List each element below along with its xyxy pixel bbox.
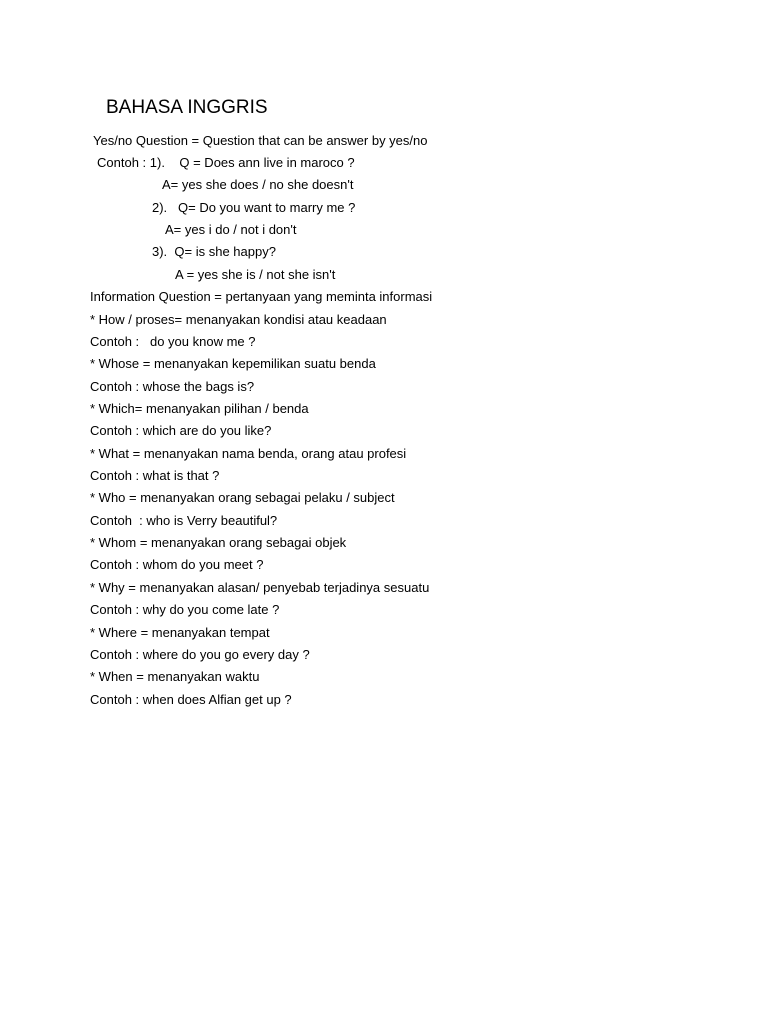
yesno-example-2-question: 2). Q= Do you want to marry me ? (152, 200, 356, 215)
where-example: Contoh : where do you go every day ? (90, 647, 310, 662)
document-title: BAHASA INGGRIS (106, 97, 268, 118)
yesno-example-3-answer: A = yes she is / not she isn't (175, 267, 336, 282)
info-question-definition: Information Question = pertanyaan yang meminta informasi (90, 289, 433, 304)
yesno-example-2-answer: A= yes i do / not i don't (165, 222, 297, 237)
whom-definition: * Whom = menanyakan orang sebagai objek (90, 535, 347, 550)
how-definition: * How / proses= menanyakan kondisi atau keadaan (90, 312, 387, 327)
what-definition: * What = menanyakan nama benda, orang atau profesi (90, 446, 407, 461)
when-definition: * When = menanyakan waktu (90, 669, 260, 684)
yesno-example-1-answer: A= yes she does / no she doesn't (162, 177, 354, 192)
why-example: Contoh : why do you come late ? (90, 602, 280, 617)
how-example: Contoh : do you know me ? (90, 334, 256, 349)
whom-example: Contoh : whom do you meet ? (90, 557, 264, 572)
yesno-example-3-question: 3). Q= is she happy? (152, 244, 276, 259)
where-definition: * Where = menanyakan tempat (90, 625, 270, 640)
which-definition: * Which= menanyakan pilihan / benda (90, 401, 309, 416)
who-definition: * Who = menanyakan orang sebagai pelaku / subject (90, 490, 395, 505)
who-example: Contoh : who is Verry beautiful? (90, 513, 278, 528)
whose-example: Contoh : whose the bags is? (90, 379, 255, 394)
what-example: Contoh : what is that ? (90, 468, 220, 483)
why-definition: * Why = menanyakan alasan/ penyebab terjadinya sesuatu (90, 580, 430, 595)
yesno-definition: Yes/no Question = Question that can be answer by yes/no (93, 133, 428, 148)
whose-definition: * Whose = menanyakan kepemilikan suatu benda (90, 356, 376, 371)
which-example: Contoh : which are do you like? (90, 423, 272, 438)
yesno-example-1-question: Contoh : 1). Q = Does ann live in maroco ? (97, 155, 355, 170)
when-example: Contoh : when does Alfian get up ? (90, 692, 292, 707)
